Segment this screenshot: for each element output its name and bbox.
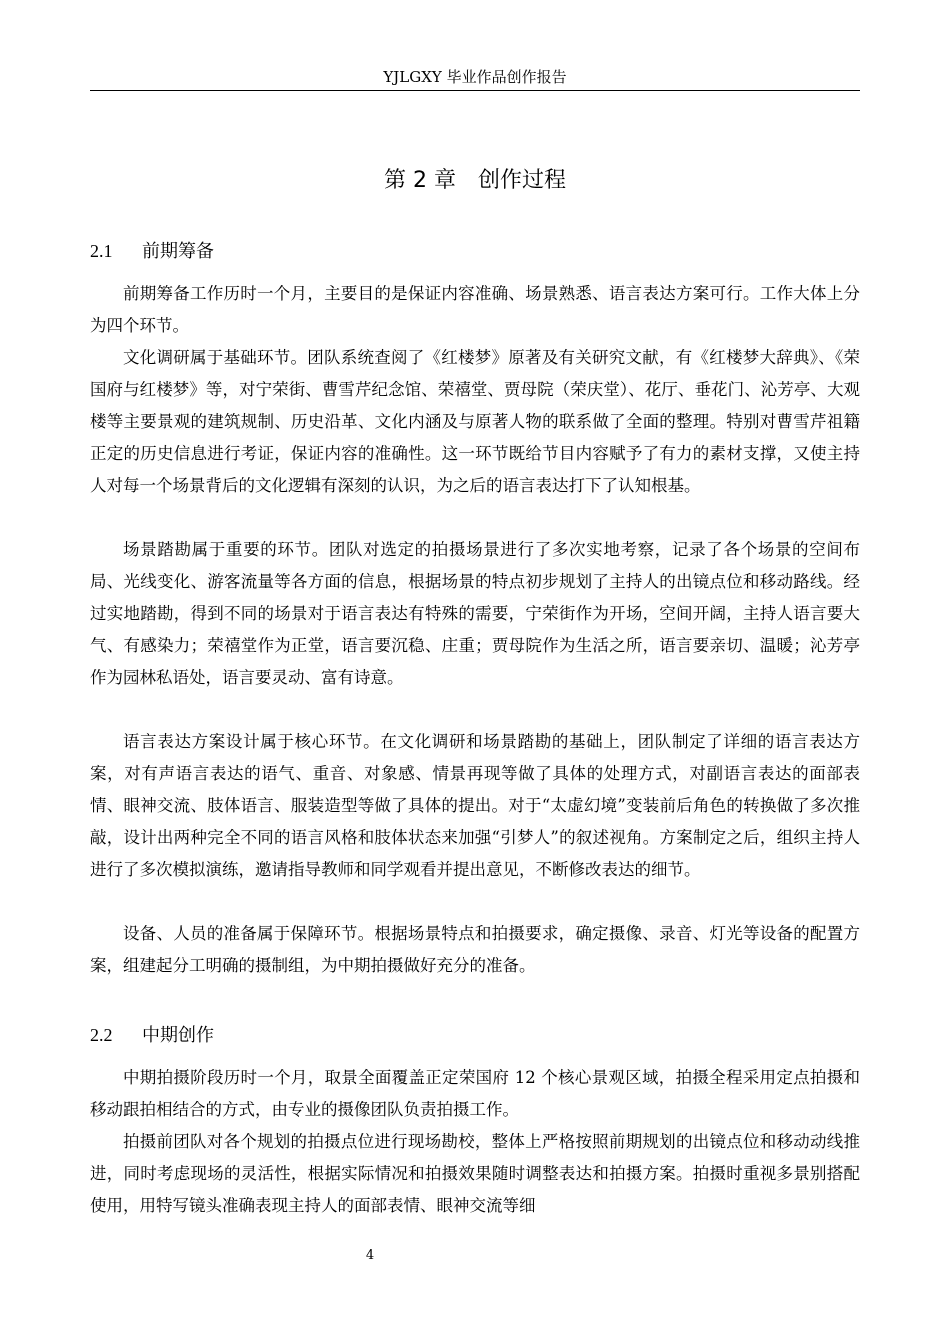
section-number: 2.1	[90, 241, 113, 261]
section-title: 中期创作	[142, 1025, 214, 1046]
section-heading	[90, 1022, 214, 1049]
paragraph: 场景踏勘属于重要的环节。团队对选定的拍摄场景进行了多次实地考察，记录了各个场景的空间布局、光线变化、游客流量等各方面的信息，根据场景的特点初步规划了主持人的出镜点位和移动路线。经过实地踏勘，得到不同的场景对于语言表达有特殊的需要，宁荣街作为开场，空间开阔，主持人语言要大气、有感染力；荣禧堂作为正堂，语言要沉稳、庄重；贾母院作为生活之所，语言要亲切、温暖；沁芳亭作为园林私语处，语言要灵动、富有诗意。	[90, 540, 860, 687]
paragraph: 语言表达方案设计属于核心环节。在文化调研和场景踏勘的基础上，团队制定了详细的语言表达方案，对有声语言表达的语气、重音、对象感、情景再现等做了具体的处理方式，对副语言表达的面部表情、眼神交流、肢体语言、服装造型等做了具体的提出。对于“太虚幻境”变装前后角色的转换做了多次推敲，设计出两种完全不同的语言风格和肢体状态来加强“引梦人”的叙述视角。方案制定之后，组织主持人进行了多次模拟演练，邀请指导教师和同学观看并提出意见，不断修改表达的细节。	[90, 732, 860, 879]
header-rule	[90, 90, 860, 91]
section-title: 前期筹备	[142, 241, 214, 262]
paragraph: 设备、人员的准备属于保障环节。根据场景特点和拍摄要求，确定摄像、录音、灯光等设备的配置方案，组建起分工明确的摄制组，为中期拍摄做好充分的准备。	[90, 924, 860, 975]
paragraph: 文化调研属于基础环节。团队系统查阅了《红楼梦》原著及有关研究文献，有《红楼梦大辞典》、《荣国府与红楼梦》等，对宁荣街、曹雪芹纪念馆、荣禧堂、贾母院（荣庆堂）、花厅、垂花门、沁芳亭、大观楼等主要景观的建筑规制、历史沿革、文化内涵及与原著人物的联系做了全面的整理。特别对曹雪芹祖籍正定的历史信息进行考证，保证内容的准确性。这一环节既给节目内容赋予了有力的素材支撑，又使主持人对每一个场景背后的文化逻辑有深刻的认识，为之后的语言表达打下了认知根基。	[90, 348, 860, 495]
chapter-title: 第 2 章 创作过程	[384, 168, 566, 193]
paragraph: 前期筹备工作历时一个月，主要目的是保证内容准确、场景熟悉、语言表达方案可行。工作大体上分为四个环节。	[90, 284, 860, 335]
section-number: 2.2	[90, 1025, 113, 1045]
section-heading	[90, 238, 214, 265]
paragraph: 拍摄前团队对各个规划的拍摄点位进行现场勘校，整体上严格按照前期规划的出镜点位和移动动线推进，同时考虑现场的灵活性，根据实际情况和拍摄效果随时调整表达和拍摄方案。拍摄时重视多景别搭配使用，用特写镜头准确表现主持人的面部表情、眼神交流等细	[90, 1132, 860, 1215]
paragraph: 中期拍摄阶段历时一个月，取景全面覆盖正定荣国府 12 个核心景观区域，拍摄全程采用定点拍摄和移动跟拍相结合的方式，由专业的摄像团队负责拍摄工作。	[90, 1068, 860, 1119]
page-number: 4	[365, 1248, 375, 1263]
running-header: YJLGXY 毕业作品创作报告	[383, 68, 567, 86]
